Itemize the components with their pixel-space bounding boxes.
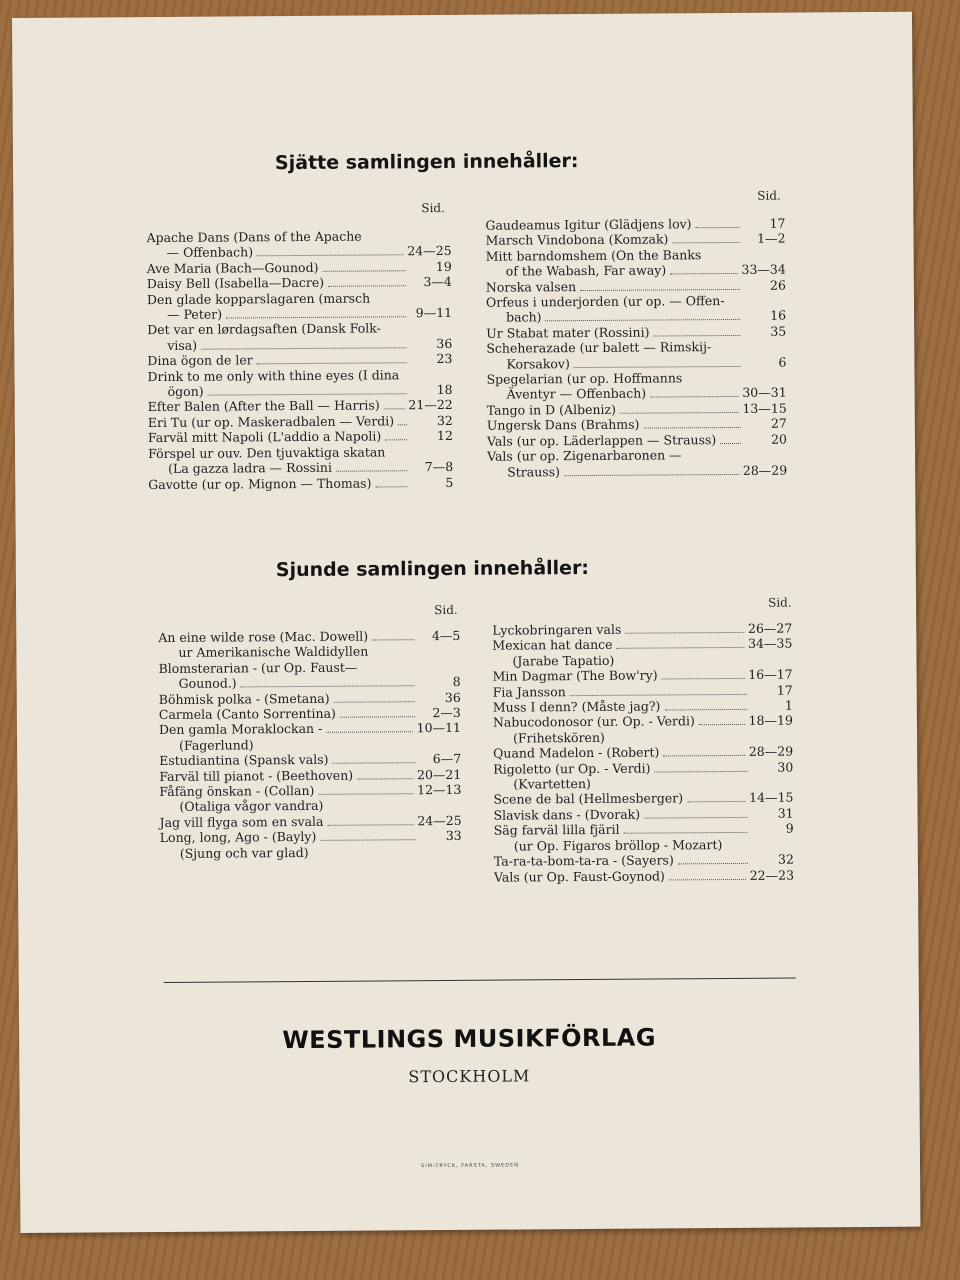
toc-entry-page: 4—5 bbox=[431, 627, 461, 644]
publisher-name: WESTLINGS MUSIKFÖRLAG bbox=[282, 1023, 657, 1055]
toc-entry-page: 23 bbox=[436, 351, 453, 367]
toc-entry-title: Drink to me only with thine eyes (I dina bbox=[147, 366, 400, 384]
sid-label-sjatte-left: Sid. bbox=[421, 200, 445, 216]
toc-entry bbox=[159, 720, 461, 753]
toc-entry-title: Gavotte (ur op. Mignon — Thomas) bbox=[148, 475, 372, 492]
toc-entry-title-continued: (ur Op. Figaros bröllop - Mozart) bbox=[513, 836, 723, 854]
dot-leader bbox=[570, 684, 747, 696]
toc-entry-title: Daisy Bell (Isabella—Dacre) bbox=[146, 275, 325, 292]
dot-leader bbox=[257, 245, 403, 257]
toc-entry-page: 12—13 bbox=[417, 781, 462, 798]
toc-entry-page: 32 bbox=[436, 412, 453, 428]
toc-entry-title-continued: ur Amerikanische Waldidyllen bbox=[178, 643, 369, 661]
toc-entry-title-continued: (La gazza ladra — Rossini bbox=[168, 459, 332, 477]
dot-leader bbox=[322, 260, 405, 272]
toc-entry-title: Det var en lørdagsaften (Dansk Folk- bbox=[147, 320, 381, 338]
toc-entry-page: 8 bbox=[452, 674, 461, 690]
dot-leader bbox=[574, 356, 741, 368]
toc-entry bbox=[146, 228, 451, 261]
toc-entry-title-continued: (Frihetskören) bbox=[512, 729, 605, 746]
toc-entry-page: 1—2 bbox=[757, 231, 786, 247]
dot-leader bbox=[328, 275, 406, 287]
toc-entry-page: 9—11 bbox=[415, 304, 453, 321]
dot-leader bbox=[662, 668, 745, 680]
dot-leader bbox=[327, 814, 413, 826]
dot-leader bbox=[650, 386, 738, 398]
toc-entry-page: 20 bbox=[770, 431, 788, 447]
sid-label-sjunde-left: Sid. bbox=[434, 602, 458, 618]
dot-leader bbox=[664, 699, 746, 711]
toc-entry bbox=[492, 636, 792, 669]
toc-entry-title: Orfeus i underjorden (ur op. — Offen- bbox=[485, 293, 725, 310]
toc-entry-page: 31 bbox=[777, 805, 794, 821]
toc-entry bbox=[493, 667, 793, 685]
dot-leader bbox=[385, 430, 407, 441]
toc-entry-page: 26 bbox=[769, 277, 786, 293]
toc-entry-title: Den gamla Moraklockan - bbox=[158, 721, 323, 738]
toc-entry bbox=[147, 320, 452, 353]
dot-leader bbox=[653, 325, 740, 337]
toc-entry-title: An eine wilde rose (Mac. Dowell) bbox=[158, 628, 369, 645]
dot-leader bbox=[663, 745, 744, 757]
toc-entry-title-continued: of the Wabash, Far away) bbox=[505, 262, 667, 279]
dot-leader bbox=[670, 263, 737, 274]
dot-leader bbox=[672, 232, 739, 243]
toc-entry-page: 33 bbox=[445, 828, 462, 844]
dot-leader bbox=[336, 460, 407, 471]
toc-entry-title-continued: Gounod.) bbox=[178, 675, 237, 692]
dot-leader bbox=[654, 761, 747, 773]
toc-entry-title: Vals (ur op. Läderlappen — Strauss) bbox=[486, 431, 717, 449]
toc-entry-title: Mitt barndomshem (On the Banks bbox=[485, 247, 702, 264]
dot-leader bbox=[624, 822, 748, 834]
toc-entry-title-continued: visa) bbox=[167, 337, 198, 353]
dot-leader bbox=[678, 853, 748, 864]
toc-entry-title-continued: (Fagerlund) bbox=[179, 737, 254, 753]
toc-entry-page: 34—35 bbox=[748, 635, 793, 652]
toc-entry bbox=[148, 474, 453, 492]
toc-entry-page: 24—25 bbox=[407, 243, 452, 259]
toc-entry-page: 14—15 bbox=[749, 790, 794, 806]
toc-entry-page: 30 bbox=[777, 759, 794, 775]
section-heading-sjatte: Sjätte samlingen innehåller: bbox=[274, 150, 579, 175]
toc-entry bbox=[159, 782, 461, 815]
dot-leader bbox=[340, 706, 415, 718]
dot-leader bbox=[699, 714, 745, 725]
toc-entry-page: 10—11 bbox=[416, 720, 462, 736]
toc-entry-page: 12 bbox=[436, 428, 453, 444]
toc-entry-title: Norska valsen bbox=[485, 278, 577, 295]
toc-entry bbox=[487, 447, 787, 480]
dot-leader bbox=[720, 433, 741, 444]
toc-entry-page: 1 bbox=[784, 697, 793, 713]
toc-entry-page: 16 bbox=[770, 308, 787, 324]
toc-entry-title: Vals (ur Op. Faust-Goynod) bbox=[493, 867, 665, 885]
toc-entry-page: 27 bbox=[770, 415, 787, 431]
dot-leader bbox=[201, 337, 406, 349]
toc-entry-title: Fåfäng önskan - (Collan) bbox=[159, 782, 315, 800]
sid-label-sjunde-right: Sid. bbox=[768, 595, 792, 610]
dot-leader bbox=[257, 353, 407, 365]
toc-entry-title: Tango in D (Albeniz) bbox=[486, 401, 617, 418]
toc-entry-title-continued: ögon) bbox=[167, 383, 204, 399]
toc-entry-page: 5 bbox=[445, 474, 454, 490]
toc-entry-title-continued: (Kvartetten) bbox=[513, 776, 591, 792]
toc-entry-page: 26—27 bbox=[747, 620, 793, 636]
toc-entry-page: 32 bbox=[777, 851, 794, 867]
toc-column-sjatte-left bbox=[146, 228, 453, 492]
toc-entry-page: 18 bbox=[436, 381, 453, 398]
toc-entry-title: Scheherazade (ur balett — Rimskij- bbox=[486, 339, 712, 356]
toc-entry-title: Marsch Vindobona (Komzak) bbox=[485, 231, 669, 249]
dot-leader bbox=[620, 402, 739, 414]
toc-entry-title: Efter Balen (After the Ball — Harris) bbox=[147, 397, 380, 415]
dot-leader bbox=[241, 675, 415, 687]
toc-entry-page: 7—8 bbox=[424, 459, 454, 475]
toc-entry-title: Blomsterarian - (ur Op. Faust— bbox=[158, 659, 358, 676]
toc-entry-page: 18—19 bbox=[748, 713, 793, 729]
toc-entry-title: Rigoletto (ur Op. - Verdi) bbox=[493, 760, 651, 777]
toc-entry-page: 20—21 bbox=[416, 766, 462, 782]
toc-entry bbox=[494, 867, 794, 885]
toc-entry-title-continued: bach) bbox=[506, 309, 542, 325]
toc-entry-page: 9 bbox=[785, 820, 794, 836]
toc-entry bbox=[486, 370, 786, 403]
toc-entry-title-continued: (Otaliga vågor vandra) bbox=[179, 798, 324, 815]
toc-entry-title: Fia Jansson bbox=[492, 683, 566, 700]
toc-entry-title: Ungersk Dans (Brahms) bbox=[486, 416, 640, 433]
toc-entry-page: 21—22 bbox=[408, 397, 453, 413]
dot-leader bbox=[644, 807, 748, 819]
toc-entry bbox=[158, 628, 460, 661]
toc-entry-page: 6—7 bbox=[432, 751, 462, 767]
toc-entry-title: Scene de bal (Hellmesberger) bbox=[493, 790, 684, 808]
toc-entry-title: Den glade kopparslagaren (marsch bbox=[146, 290, 371, 307]
toc-entry bbox=[493, 713, 793, 746]
toc-entry-page: 17 bbox=[769, 215, 786, 231]
dot-leader bbox=[580, 279, 740, 291]
dot-leader bbox=[226, 306, 406, 318]
dot-leader bbox=[384, 399, 405, 410]
dot-leader bbox=[643, 417, 741, 429]
toc-entry bbox=[493, 759, 793, 792]
toc-entry-title: Ur Stabat mater (Rossini) bbox=[486, 324, 650, 341]
booklet-back-cover bbox=[12, 12, 920, 1233]
toc-entry bbox=[493, 790, 793, 808]
dot-leader bbox=[687, 791, 745, 802]
toc-entry-title: Ta-ra-ta-bom-ta-ra - (Sayers) bbox=[493, 852, 674, 869]
toc-entry bbox=[487, 400, 787, 418]
toc-entry-title: Säg farväl lilla fjäril bbox=[493, 822, 620, 838]
dot-leader bbox=[398, 414, 407, 425]
toc-entry-title-continued: Äventyr — Offenbach) bbox=[506, 386, 647, 403]
toc-entry-title: Lyckobringaren vals bbox=[492, 621, 622, 638]
toc-entry-title: Apache Dans (Dans of the Apache bbox=[146, 228, 362, 246]
dot-leader bbox=[334, 691, 415, 703]
dot-leader bbox=[320, 829, 415, 841]
toc-column-sjatte-right bbox=[485, 216, 787, 480]
dot-leader bbox=[318, 783, 413, 795]
toc-entry-title: Muss I denn? (Måste jag?) bbox=[492, 698, 661, 715]
toc-entry-page: 36 bbox=[436, 335, 453, 351]
toc-entry-title: Farväl till pianot - (Beethoven) bbox=[159, 767, 354, 784]
toc-entry-title: Farväl mitt Napoli (L'addio a Napoli) bbox=[147, 428, 382, 446]
dot-leader bbox=[625, 622, 744, 634]
toc-entry-title: Nabucodonosor (ur. Op. - Verdi) bbox=[492, 713, 695, 731]
toc-entry-title: Dina ögon de ler bbox=[147, 352, 253, 369]
toc-entry-title: Slavisk dans - (Dvorak) bbox=[493, 806, 641, 823]
toc-entry bbox=[493, 744, 793, 762]
toc-entry-page: 35 bbox=[770, 323, 787, 339]
toc-entry-title: Förspel ur ouv. Den tjuvaktiga skatan bbox=[147, 444, 386, 461]
toc-entry-page: 6 bbox=[778, 354, 787, 370]
toc-entry-title-continued: (Jarabe Tapatio) bbox=[512, 652, 615, 669]
toc-entry-title: Vals (ur op. Zigenarbaronen — bbox=[487, 447, 682, 464]
toc-entry-title-continued: — Peter) bbox=[167, 306, 223, 322]
toc-entry-title-continued: Strauss) bbox=[507, 463, 561, 480]
toc-entry-page: 22—23 bbox=[749, 867, 795, 883]
toc-entry-title: Ave Maria (Bach—Gounod) bbox=[146, 259, 319, 276]
toc-entry-title-continued: — Offenbach) bbox=[166, 244, 254, 261]
sid-label-sjatte-right: Sid. bbox=[757, 188, 781, 203]
toc-entry-title: Estudiantina (Spansk vals) bbox=[159, 752, 329, 769]
toc-entry-page: 30—31 bbox=[742, 385, 787, 401]
toc-entry-page: 36 bbox=[444, 689, 461, 705]
dot-leader bbox=[372, 629, 414, 640]
toc-entry-title: Mexican hat dance bbox=[492, 637, 613, 654]
dot-leader bbox=[326, 722, 412, 734]
toc-entry bbox=[160, 828, 462, 861]
publisher-city: STOCKHOLM bbox=[408, 1066, 531, 1087]
toc-entry-title-continued: (Sjung och var glad) bbox=[179, 844, 309, 861]
divider-rule bbox=[164, 978, 796, 983]
section-heading-sjunde: Sjunde samlingen innehåller: bbox=[275, 556, 590, 582]
toc-entry-title: Spegelarian (ur op. Hoffmanns bbox=[486, 370, 683, 387]
dot-leader bbox=[357, 768, 413, 779]
toc-entry bbox=[486, 246, 786, 279]
toc-entry-title: Carmela (Canto Sorrentina) bbox=[158, 705, 336, 723]
toc-entry-title-continued: Korsakov) bbox=[506, 355, 570, 372]
printer-imprint: SIM-TRYCK, FARSTA, SWEDEN bbox=[420, 1162, 520, 1170]
dot-leader bbox=[545, 309, 740, 321]
toc-entry-page: 19 bbox=[435, 258, 452, 274]
toc-column-sjunde-left bbox=[158, 628, 462, 861]
toc-entry-page: 16—17 bbox=[748, 666, 793, 683]
toc-column-sjunde-right bbox=[492, 621, 794, 885]
dot-leader bbox=[669, 868, 746, 880]
toc-entry bbox=[148, 444, 453, 477]
dot-leader bbox=[375, 476, 407, 487]
toc-entry bbox=[486, 293, 786, 326]
toc-entry-title: Böhmisk polka - (Smetana) bbox=[158, 690, 330, 707]
toc-entry-page: 17 bbox=[776, 682, 793, 698]
toc-entry-page: 28—29 bbox=[742, 462, 788, 478]
toc-entry-title: Eri Tu (ur op. Maskeradbalen — Verdi) bbox=[147, 413, 395, 430]
toc-entry-page: 3—4 bbox=[423, 274, 452, 290]
dot-leader bbox=[696, 217, 740, 228]
toc-entry bbox=[486, 339, 786, 372]
dot-leader bbox=[208, 383, 407, 395]
toc-entry-title: Quand Madelon - (Robert) bbox=[493, 744, 660, 761]
toc-entry-page: 28—29 bbox=[748, 743, 794, 760]
toc-entry bbox=[158, 659, 460, 692]
toc-entry-title: Long, long, Ago - (Bayly) bbox=[159, 829, 317, 846]
toc-entry-page: 2—3 bbox=[432, 704, 461, 721]
toc-entry-page: 24—25 bbox=[417, 812, 462, 829]
toc-entry bbox=[147, 290, 452, 323]
toc-entry-page: 33—34 bbox=[741, 261, 786, 278]
toc-entry-title: Gaudeamus Igitur (Glädjens lov) bbox=[485, 216, 692, 233]
toc-entry bbox=[147, 367, 452, 400]
dot-leader bbox=[332, 752, 415, 764]
toc-entry-page: 13—15 bbox=[742, 400, 787, 416]
toc-entry-title: Jag vill flyga som en svala bbox=[159, 813, 324, 830]
dot-leader bbox=[564, 463, 739, 475]
toc-entry-title: Min Dagmar (The Bow'ry) bbox=[492, 667, 658, 684]
toc-entry bbox=[494, 821, 794, 854]
dot-leader bbox=[616, 637, 744, 649]
